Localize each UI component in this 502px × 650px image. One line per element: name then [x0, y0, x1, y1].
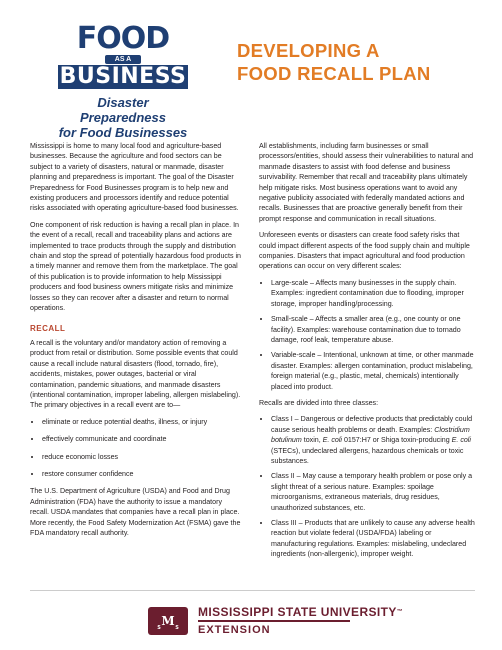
usda-fda-paragraph: The U.S. Department of Agriculture (USDA) and Food and Drug Administration (FDA) have the authority to issue a mandatory recall. USDA mandates that companies have a recall plan in place. More recently, the Food Safety Modernization Act (FSMA) gave the FDA mandatory recall authority.	[30, 487, 241, 537]
msu-extension-wordmark: MISSISSIPPI STATE UNIVERSITY™ EXTENSION	[198, 605, 404, 636]
list-item: • Class III – Products that are unlikely to cause any adverse health reaction but violate federal (USDA/FDA) labeling or manufacturing regulations. Examples: mislabeling, undeclared ingredients (non-allergenic), improper weight.	[271, 518, 475, 560]
msu-logo-icon	[148, 607, 188, 635]
logo-business-word: BUSINESS	[59, 64, 187, 89]
list-item: • Class I – Dangerous or defective products that predictably could cause serious health problems or death. Examples: Clostridium botulinum toxin, E. coli 0157:H7 or Shiga toxin-producing E. coli (STECs), undeclared allergens, hazardous chemicals or toxic substances.	[271, 414, 475, 466]
right-column	[259, 141, 475, 566]
footer	[0, 590, 502, 650]
list-item: • effectively communicate and coordinate	[42, 434, 242, 444]
svg-text:S: S	[175, 625, 179, 631]
list-item: • Large-scale – Affects many businesses in the supply chain. Examples: ingredient contamination due to flooding, improper storage, improper handling/processing.	[271, 278, 475, 309]
header	[0, 0, 502, 140]
recall-heading: RECALL	[30, 323, 66, 333]
list-item: • Variable-scale – Intentional, unknown at time, or other manmade disaster. Examples: allergen contamination, product mislabeling, foreign material (e.g., plastic, metal, chemicals) intentionally placed into product.	[271, 350, 475, 392]
recall-classes-intro: Recalls are divided into three classes:	[259, 398, 379, 407]
unforeseen-events-paragraph: Unforeseen events or disasters can create food safety risks that could impact different aspects of the food supply chain and multiple companies. Disasters that impact agricultural and food production operations can occur on very different scales:	[259, 231, 470, 271]
left-column	[30, 141, 242, 544]
recall-objectives-list	[30, 417, 242, 480]
risk-reduction-paragraph: One component of risk reduction is having a recall plan in place. In the event of a recall, recall and traceability plans and actions are implemented to trace products through the supply and distribution chain and stop the spread of potentially hazardous food products in a timely manner and remove them from the marketplace. The goal of this publication is to provide information to help Mississippi producers and food business owners mitigate risks and minimize losses so they can recover after a disaster and return to normal operations.	[30, 220, 241, 313]
document-title: DEVELOPING A FOOD RECALL PLAN	[237, 40, 431, 84]
list-item: • reduce economic losses	[42, 452, 242, 462]
list-item: • eliminate or reduce potential deaths, illness, or injury	[42, 417, 242, 427]
footer-divider	[30, 590, 475, 591]
logo-food-word: FOOD	[76, 21, 170, 56]
svg-text:S: S	[157, 625, 161, 631]
list-item: • Small-scale – Affects a smaller area (e.g., one county or one facility). Examples: warehouse contamination due to tornado damage, roof leak, temperature abuse.	[271, 314, 475, 345]
list-item: • Class II – May cause a temporary health problem or pose only a slight threat of a serious nature. Examples: spoilage microorganisms, extraneous materials, drug residues, unauthorized substances, etc.	[271, 471, 475, 513]
logo-subtitle: Disaster Preparedness for Food Businesses	[58, 95, 188, 140]
recall-definition-paragraph: A recall is the voluntary and/or mandatory action of removing a product from retail or distribution. Some possible events that could cause a recall include natural disasters (flood, tornado, fire), accidents, mistakes, power outages, bacterial or viral contamination, pandemic situations, and manmade disasters (intentional contamination, improper labeling, allergen mislabeling). The primary objectives in a recall event are to—	[30, 338, 241, 410]
svg-text:M: M	[161, 614, 175, 628]
list-item: • restore consumer confidence	[42, 469, 242, 479]
food-as-a-business-logo	[58, 21, 188, 140]
logo-as-a: AS A	[105, 55, 141, 64]
disaster-scales-list	[259, 278, 475, 392]
intro-paragraph: Mississippi is home to many local food and agriculture-based businesses. Because the agriculture and food sectors can be subject to a variety of disasters, natural or manmade, disaster planning and preparedness is important. The goal of the Disaster Preparedness for Food Businesses program is to help new and existing producers and processors identify and reduce potential risks associated with operating agriculture-based food businesses.	[30, 142, 239, 213]
establishments-paragraph: All establishments, including farm businesses or small processors/entities, should assess their vulnerabilities to natural and manmade disasters to assist with food defense and business survivability. Remember that recall and traceability plans ultimately help mitigate risks. Most business operations want to avoid any negative publicity associated with federally mandated actions and recalls. Businesses that are proactive generally benefit from their prompt response and communication in recall situations.	[259, 142, 474, 223]
recall-classes-list	[259, 414, 475, 559]
